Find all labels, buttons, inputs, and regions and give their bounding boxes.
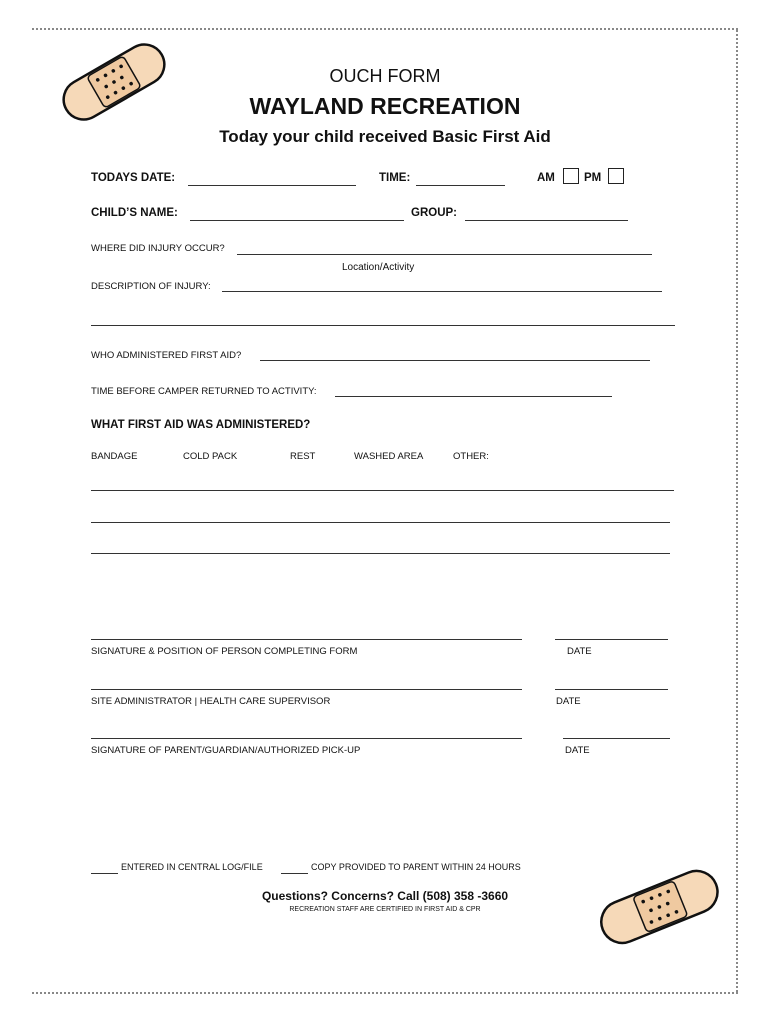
pm-label: PM [584, 172, 602, 184]
site-admin-date-field[interactable] [555, 689, 668, 690]
completing-signature-label: SIGNATURE & POSITION OF PERSON COMPLETING FORM [91, 646, 358, 657]
description-label: DESCRIPTION OF INJURY: [91, 281, 211, 292]
first-aid-line-1[interactable] [91, 490, 674, 491]
entered-log-label: ENTERED IN CENTRAL LOG/FILE [121, 862, 263, 872]
form-title [0, 66, 770, 87]
description-field[interactable] [222, 291, 662, 292]
childs-name-label: CHILD’S NAME: [91, 207, 178, 219]
am-label: AM [537, 172, 555, 184]
completing-date-field[interactable] [555, 639, 668, 640]
site-admin-signature-field[interactable] [91, 689, 522, 690]
parent-signature-field[interactable] [91, 738, 522, 739]
pm-checkbox[interactable] [608, 168, 624, 184]
form-title-text: OUCH FORM [329, 66, 441, 86]
time-field[interactable] [416, 185, 505, 186]
first-aid-line-2[interactable] [91, 522, 670, 523]
option-cold-pack: COLD PACK [183, 451, 238, 462]
copy-provided-field[interactable] [281, 873, 308, 874]
site-admin-date-label: DATE [556, 696, 581, 707]
page-border-right [736, 30, 738, 992]
location-activity-caption: Location/Activity [342, 262, 415, 273]
page-border-top [32, 28, 738, 30]
completing-signature-field[interactable] [91, 639, 522, 640]
group-field[interactable] [465, 220, 628, 221]
where-injury-field[interactable] [237, 254, 652, 255]
organization-title: WAYLAND RECREATION [249, 93, 521, 119]
first-aid-line-3[interactable] [91, 553, 670, 554]
copy-provided-label: COPY PROVIDED TO PARENT WITHIN 24 HOURS [311, 862, 521, 872]
parent-date-label: DATE [565, 745, 590, 756]
certified-text: RECREATION STAFF ARE CERTIFIED IN FIRST AID & CPR [289, 906, 481, 913]
group-label: GROUP: [411, 207, 457, 219]
childs-name-field[interactable] [190, 220, 404, 221]
first-aid-heading: WHAT FIRST AID WAS ADMINISTERED? [91, 419, 311, 431]
option-rest: REST [290, 451, 316, 462]
who-administered-label: WHO ADMINISTERED FIRST AID? [91, 350, 242, 361]
option-other: OTHER: [453, 451, 489, 462]
site-admin-label: SITE ADMINISTRATOR | HEALTH CARE SUPERVISOR [91, 696, 331, 707]
parent-signature-label: SIGNATURE OF PARENT/GUARDIAN/AUTHORIZED PICK-UP [91, 745, 361, 756]
who-administered-field[interactable] [260, 360, 650, 361]
option-washed-area: WASHED AREA [354, 451, 424, 462]
parent-date-field[interactable] [563, 738, 670, 739]
time-before-return-label: TIME BEFORE CAMPER RETURNED TO ACTIVITY: [91, 386, 317, 397]
questions-text: Questions? Concerns? Call (508) 358 -3660 [261, 889, 509, 903]
description-field-line-2[interactable] [91, 325, 675, 326]
page-border-bottom [32, 992, 738, 994]
where-injury-label: WHERE DID INJURY OCCUR? [91, 243, 225, 254]
time-before-return-field[interactable] [335, 396, 612, 397]
option-bandage: BANDAGE [91, 451, 138, 462]
completing-date-label: DATE [567, 646, 592, 657]
todays-date-label: TODAYS DATE: [91, 172, 176, 184]
subtitle: Today your child received Basic First Aid [219, 127, 551, 146]
time-label: TIME: [379, 172, 411, 184]
todays-date-field[interactable] [188, 185, 356, 186]
am-checkbox[interactable] [563, 168, 579, 184]
entered-log-field[interactable] [91, 873, 118, 874]
